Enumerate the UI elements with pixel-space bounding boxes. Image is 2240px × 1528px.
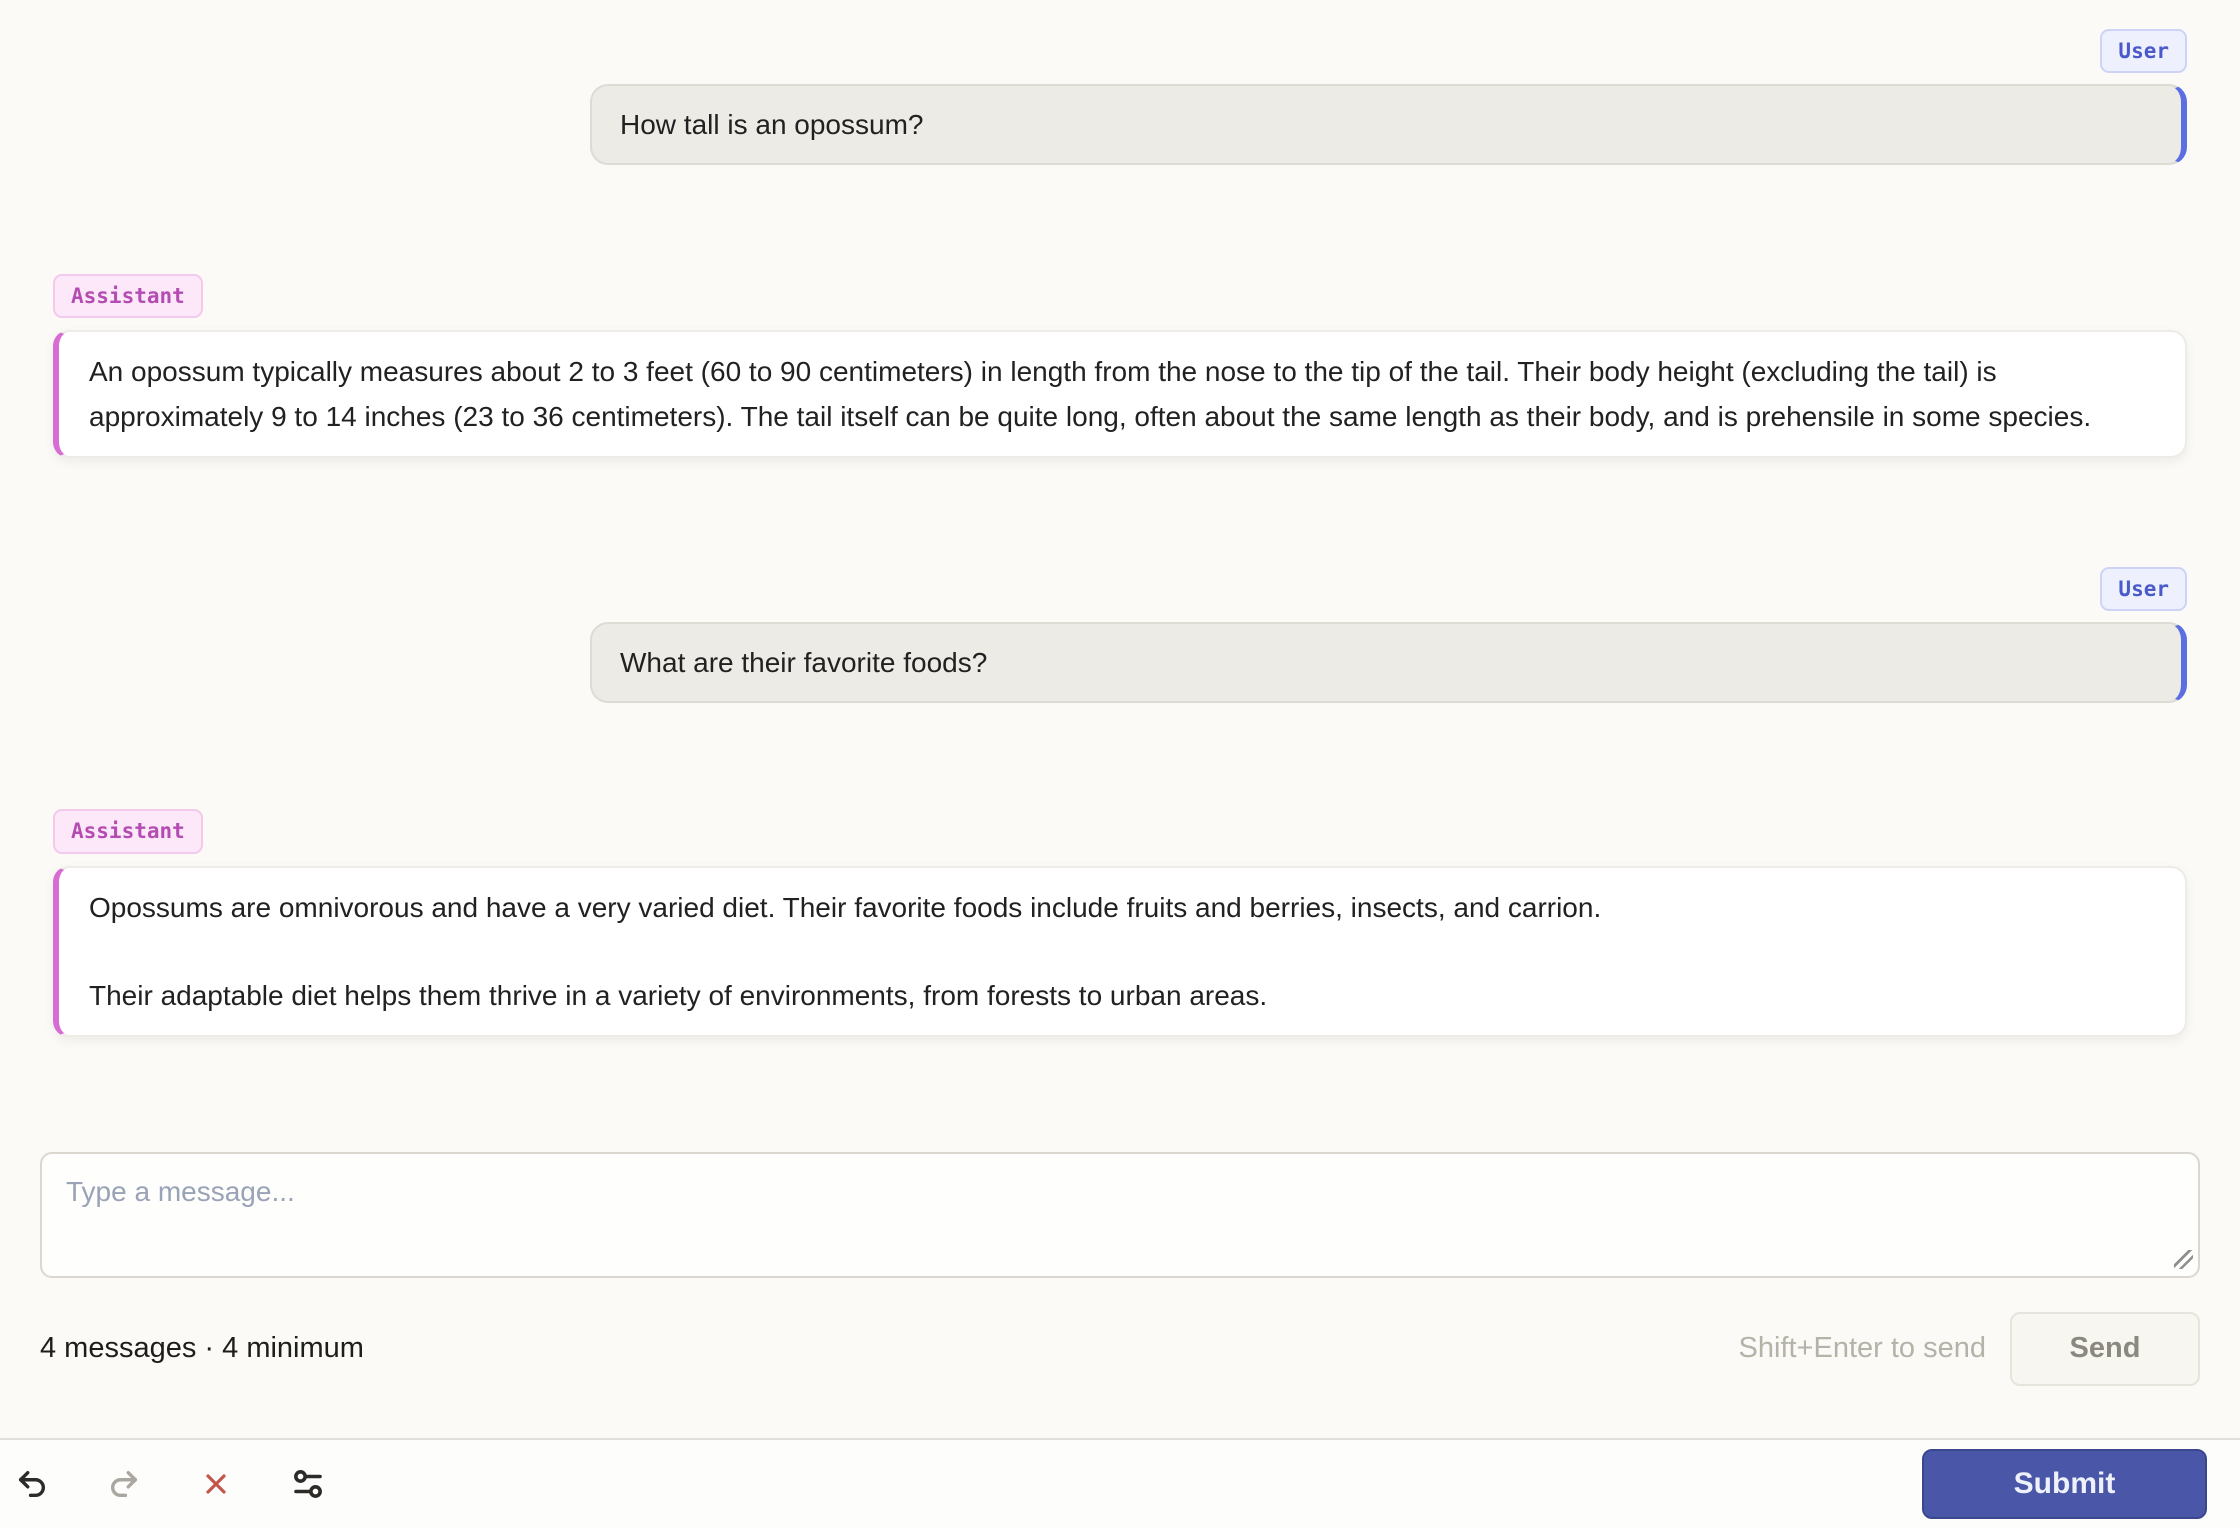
submit-button[interactable]: Submit bbox=[1922, 1449, 2207, 1519]
assistant-message-paragraph: Their adaptable diet helps them thrive in a variety of environments, from forests to urban areas. bbox=[89, 979, 1268, 1011]
message-input-wrap bbox=[40, 1152, 2200, 1278]
message-group-assistant-2 bbox=[53, 809, 2187, 1036]
undo-icon bbox=[15, 1467, 49, 1501]
message-count-status: 4 messages · 4 minimum bbox=[40, 1332, 364, 1365]
message-group-user-1 bbox=[53, 29, 2187, 165]
assistant-message-bubble-1[interactable] bbox=[53, 330, 2187, 458]
send-button[interactable]: Send bbox=[2010, 1312, 2200, 1386]
settings-button[interactable] bbox=[282, 1456, 334, 1512]
user-message-bubble-2[interactable] bbox=[590, 622, 2187, 703]
role-badge-assistant: Assistant bbox=[53, 274, 203, 318]
assistant-message-bubble-2[interactable] bbox=[53, 866, 2187, 1037]
role-badge-assistant: Assistant bbox=[53, 809, 203, 853]
redo-button[interactable] bbox=[98, 1456, 150, 1512]
assistant-message-paragraph: Opossums are omnivorous and have a very varied diet. Their favorite foods include fruits and berries, insects, and carrion. bbox=[89, 891, 1602, 923]
user-message-text-1: How tall is an opossum? bbox=[620, 109, 924, 141]
user-message-bubble-1[interactable] bbox=[590, 84, 2187, 165]
sliders-icon bbox=[290, 1466, 326, 1502]
x-icon bbox=[200, 1468, 232, 1500]
assistant-message-paragraph: An opossum typically measures about 2 to 3 feet (60 to 90 centimeters) in length from the nose to the tip of the tail. Their body height (excluding the tail) is approximately 9 to 14 inches (23 to 36 centimeters). The tail itself can be quite long, often about the same length as their body, and is prehensile in some species. bbox=[89, 356, 2092, 433]
bottom-toolbar bbox=[0, 1438, 2240, 1528]
message-composer bbox=[0, 1152, 2240, 1386]
role-badge-user: User bbox=[2100, 29, 2187, 73]
role-badge-user: User bbox=[2100, 567, 2187, 611]
composer-status-row bbox=[40, 1312, 2200, 1386]
user-message-text-2: What are their favorite foods? bbox=[620, 647, 988, 679]
send-shortcut-hint: Shift+Enter to send bbox=[1738, 1332, 1986, 1365]
message-input[interactable] bbox=[40, 1152, 2200, 1278]
textarea-resize-handle[interactable] bbox=[2174, 1250, 2193, 1269]
message-group-user-2 bbox=[53, 567, 2187, 703]
redo-icon bbox=[107, 1467, 141, 1501]
delete-button[interactable] bbox=[190, 1456, 242, 1512]
message-group-assistant-1 bbox=[53, 274, 2187, 458]
undo-button[interactable] bbox=[6, 1456, 58, 1512]
